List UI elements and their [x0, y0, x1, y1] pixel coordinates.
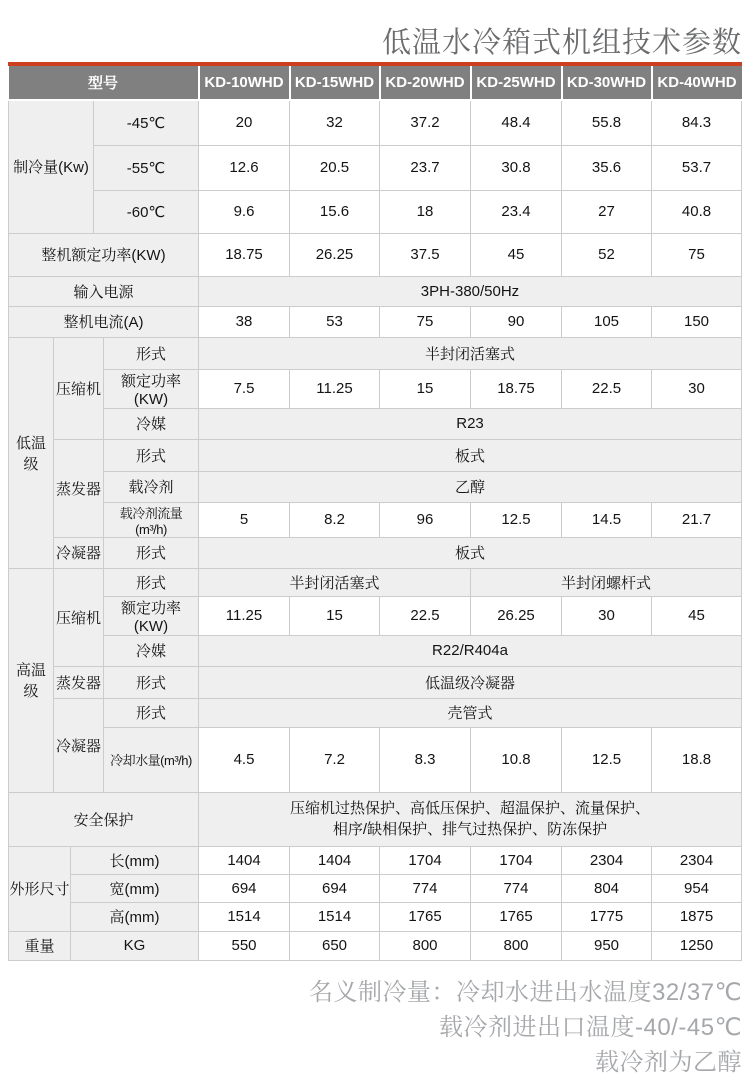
- table-row: [9, 439, 742, 471]
- merged-value-cell: 半封闭螺杆式: [471, 568, 742, 596]
- value-cell: 800: [471, 931, 562, 960]
- value-cell: 1514: [290, 902, 380, 931]
- value-cell: 22.5: [380, 596, 471, 635]
- temp-label: -45℃: [94, 100, 199, 145]
- value-cell: 18.75: [199, 233, 290, 276]
- value-cell: 30: [652, 369, 742, 408]
- value-cell: 48.4: [471, 100, 562, 145]
- value-cell: 21.7: [652, 502, 742, 537]
- table-row: [9, 66, 742, 100]
- value-cell: 150: [652, 306, 742, 337]
- value-cell: 96: [380, 502, 471, 537]
- value-cell: 804: [562, 874, 652, 902]
- merged-value-cell: 板式: [199, 439, 742, 471]
- value-cell: 774: [471, 874, 562, 902]
- high-condenser-label: 冷凝器: [54, 698, 104, 792]
- value-cell: 22.5: [562, 369, 652, 408]
- value-cell: 23.7: [380, 145, 471, 190]
- table-row: [9, 902, 742, 931]
- value-cell: 774: [380, 874, 471, 902]
- dimensions-label: 外形尺寸: [9, 846, 71, 931]
- value-cell: 32: [290, 100, 380, 145]
- rated-power-label: 整机额定功率(KW): [9, 233, 199, 276]
- temp-label: -55℃: [94, 145, 199, 190]
- model-header-cell: KD-10WHD: [199, 66, 290, 100]
- value-cell: 8.2: [290, 502, 380, 537]
- value-cell: 8.3: [380, 727, 471, 792]
- merged-value-cell: R23: [199, 408, 742, 439]
- safety-text-line: 压缩机过热保护、高低压保护、超温保护、流量保护、: [289, 800, 650, 817]
- value-cell: 2304: [562, 846, 652, 874]
- weight-unit-label: KG: [71, 931, 199, 960]
- value-cell: 105: [562, 306, 652, 337]
- param-label: 冷媒: [104, 635, 199, 666]
- value-cell: 20: [199, 100, 290, 145]
- value-cell: 1765: [380, 902, 471, 931]
- param-label: 宽(mm): [71, 874, 199, 902]
- table-row: [9, 145, 742, 190]
- value-cell: 27: [562, 190, 652, 233]
- value-cell: 14.5: [562, 502, 652, 537]
- value-cell: 694: [290, 874, 380, 902]
- value-cell: 954: [652, 874, 742, 902]
- value-cell: 38: [199, 306, 290, 337]
- value-cell: 84.3: [652, 100, 742, 145]
- value-cell: 45: [471, 233, 562, 276]
- model-header-cell: KD-15WHD: [290, 66, 380, 100]
- current-label: 整机电流(A): [9, 306, 199, 337]
- table-row: [9, 846, 742, 874]
- value-cell: 55.8: [562, 100, 652, 145]
- table-row: [9, 666, 742, 698]
- value-cell: 694: [199, 874, 290, 902]
- table-row: [9, 502, 742, 537]
- value-cell: 40.8: [652, 190, 742, 233]
- value-cell: 12.5: [562, 727, 652, 792]
- low-condenser-label: 冷凝器: [54, 537, 104, 568]
- merged-value-cell: 板式: [199, 537, 742, 568]
- table-row: [9, 537, 742, 568]
- model-header-cell: KD-30WHD: [562, 66, 652, 100]
- table-row: [9, 568, 742, 596]
- value-cell: 1765: [471, 902, 562, 931]
- value-cell: 1704: [471, 846, 562, 874]
- value-cell: 550: [199, 931, 290, 960]
- table-row: [9, 408, 742, 439]
- safety-text-cell: [199, 792, 742, 846]
- power-supply-label: 输入电源: [9, 276, 199, 306]
- table-row: [9, 471, 742, 502]
- table-row: [9, 190, 742, 233]
- value-cell: 26.25: [471, 596, 562, 635]
- low-evaporator-label: 蒸发器: [54, 439, 104, 537]
- safety-text-line: 相序/缺相保护、排气过热保护、防冻保护: [332, 821, 608, 838]
- safety-label: 安全保护: [9, 792, 199, 846]
- value-cell: 11.25: [199, 596, 290, 635]
- value-cell: 1514: [199, 902, 290, 931]
- value-cell: 18: [380, 190, 471, 233]
- table-row: [9, 792, 742, 846]
- value-cell: 800: [380, 931, 471, 960]
- value-cell: 53: [290, 306, 380, 337]
- table-row: [9, 306, 742, 337]
- value-cell: 18.8: [652, 727, 742, 792]
- value-cell: 30: [562, 596, 652, 635]
- value-cell: 9.6: [199, 190, 290, 233]
- footer-note-line: 载冷剂为乙醇: [595, 1048, 742, 1076]
- value-cell: 53.7: [652, 145, 742, 190]
- param-label: 载冷剂流量(m³/h): [104, 502, 199, 537]
- value-cell: 5: [199, 502, 290, 537]
- low-compressor-label: 压缩机: [54, 337, 104, 439]
- param-label: 长(mm): [71, 846, 199, 874]
- model-header-cell: KD-25WHD: [471, 66, 562, 100]
- high-compressor-label: 压缩机: [54, 568, 104, 666]
- value-cell: 15: [290, 596, 380, 635]
- value-cell: 37.2: [380, 100, 471, 145]
- merged-value-cell: 半封闭活塞式: [199, 568, 471, 596]
- table-row: [9, 596, 742, 635]
- value-cell: 7.2: [290, 727, 380, 792]
- table-row: [9, 337, 742, 369]
- value-cell: 1775: [562, 902, 652, 931]
- value-cell: 35.6: [562, 145, 652, 190]
- value-cell: 7.5: [199, 369, 290, 408]
- value-cell: 90: [471, 306, 562, 337]
- table-row: [9, 874, 742, 902]
- value-cell: 20.5: [290, 145, 380, 190]
- value-cell: 1404: [199, 846, 290, 874]
- weight-label: 重量: [9, 931, 71, 960]
- value-cell: 30.8: [471, 145, 562, 190]
- value-cell: 15.6: [290, 190, 380, 233]
- value-cell: 1704: [380, 846, 471, 874]
- value-cell: 75: [380, 306, 471, 337]
- merged-value-cell: 乙醇: [199, 471, 742, 502]
- cooling-capacity-label: 制冷量(Kw): [9, 100, 94, 233]
- value-cell: 45: [652, 596, 742, 635]
- value-cell: 37.5: [380, 233, 471, 276]
- merged-value-cell: 低温级冷凝器: [199, 666, 742, 698]
- page-title: 低温水冷箱式机组技术参数: [381, 27, 742, 59]
- param-label: 高(mm): [71, 902, 199, 931]
- model-header-cell: KD-40WHD: [652, 66, 742, 100]
- table-row: [9, 635, 742, 666]
- param-label: 冷却水量(m³/h): [104, 727, 199, 792]
- param-label: 形式: [104, 337, 199, 369]
- param-label: 额定功率(KW): [104, 369, 199, 408]
- param-label: 载冷剂: [104, 471, 199, 502]
- param-label: 形式: [104, 698, 199, 727]
- low-stage-label: 低温级: [9, 337, 54, 568]
- value-cell: 26.25: [290, 233, 380, 276]
- footer-note-line: 载冷剂进出口温度-40/-45℃: [439, 1013, 742, 1041]
- table-row: [9, 369, 742, 408]
- table-row: [9, 727, 742, 792]
- value-cell: 15: [380, 369, 471, 408]
- value-cell: 52: [562, 233, 652, 276]
- value-cell: 1250: [652, 931, 742, 960]
- model-row-label: 型号: [9, 66, 199, 100]
- temp-label: -60℃: [94, 190, 199, 233]
- model-header-cell: KD-20WHD: [380, 66, 471, 100]
- param-label: 额定功率(KW): [104, 596, 199, 635]
- value-cell: 1404: [290, 846, 380, 874]
- high-evaporator-label: 蒸发器: [54, 666, 104, 698]
- value-cell: 11.25: [290, 369, 380, 408]
- param-label: 形式: [104, 666, 199, 698]
- param-label: 形式: [104, 439, 199, 471]
- footer-note-line: 名义制冷量：冷却水进出水温度32/37℃: [308, 978, 742, 1006]
- value-cell: 10.8: [471, 727, 562, 792]
- merged-value-cell: R22/R404a: [199, 635, 742, 666]
- value-cell: 1875: [652, 902, 742, 931]
- merged-value-cell: 3PH-380/50Hz: [199, 276, 742, 306]
- high-stage-label: 高温级: [9, 568, 54, 792]
- param-label: 形式: [104, 537, 199, 568]
- table-row: [9, 931, 742, 960]
- param-label: 冷媒: [104, 408, 199, 439]
- value-cell: 12.6: [199, 145, 290, 190]
- value-cell: 2304: [652, 846, 742, 874]
- value-cell: 650: [290, 931, 380, 960]
- table-row: [9, 276, 742, 306]
- footer-note: [8, 975, 742, 1080]
- spec-table: [8, 66, 742, 961]
- table-row: [9, 233, 742, 276]
- value-cell: 950: [562, 931, 652, 960]
- merged-value-cell: 壳管式: [199, 698, 742, 727]
- param-label: 形式: [104, 568, 199, 596]
- value-cell: 18.75: [471, 369, 562, 408]
- table-row: [9, 100, 742, 145]
- value-cell: 23.4: [471, 190, 562, 233]
- value-cell: 12.5: [471, 502, 562, 537]
- merged-value-cell: 半封闭活塞式: [199, 337, 742, 369]
- value-cell: 4.5: [199, 727, 290, 792]
- table-row: [9, 698, 742, 727]
- value-cell: 75: [652, 233, 742, 276]
